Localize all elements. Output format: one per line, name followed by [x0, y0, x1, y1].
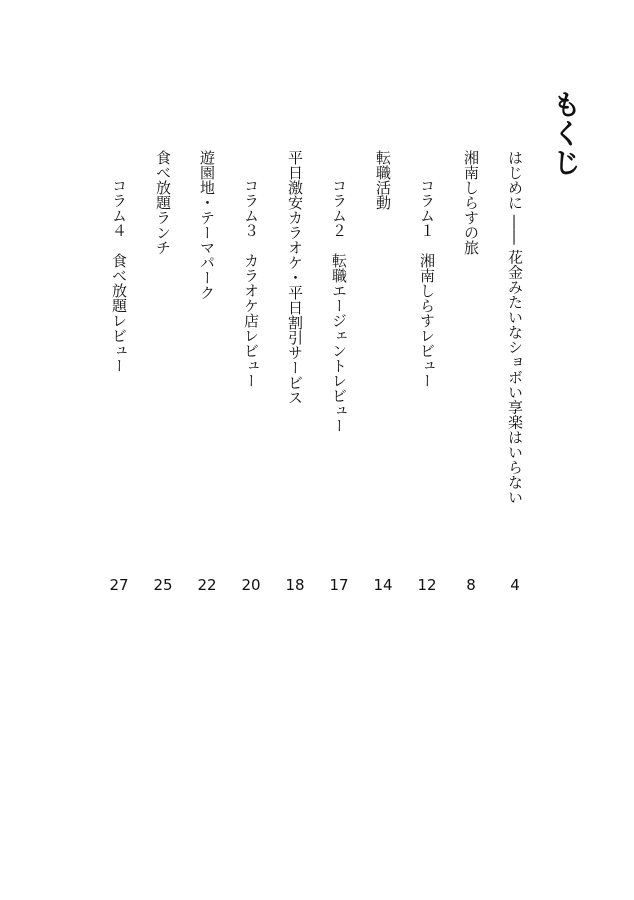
toc-entry-label: コラム３ カラオケ店レビュー: [242, 178, 260, 388]
toc-entry-page: 8: [466, 576, 476, 594]
toc-entry-label: 湘南しらすの旅: [462, 150, 480, 255]
toc-entry-page: 14: [373, 576, 393, 594]
toc-title: もくじ: [549, 90, 582, 177]
toc-entry-page: 22: [197, 576, 217, 594]
toc-entry-page: 18: [285, 576, 305, 594]
toc-entry-label: 食べ放題ランチ: [154, 150, 172, 255]
toc-entry-page: 27: [109, 576, 129, 594]
toc-entry-label: コラム４ 食べ放題レビュー: [110, 178, 128, 373]
toc-entry-label: はじめに ―― 花金みたいなショボい享楽はいらない: [506, 150, 524, 505]
toc-entry-page: 25: [153, 576, 173, 594]
toc-entry-label: コラム１ 湘南しらすレビュー: [418, 178, 436, 388]
toc-entry-label: コラム２ 転職エージェントレビュー: [330, 178, 348, 433]
toc-entry-label: 平日激安カラオケ・平日割引サービス: [286, 150, 304, 405]
toc-entry-page: 4: [510, 576, 520, 594]
toc-entry-label: 転職活動: [374, 150, 392, 210]
toc-entry-page: 17: [329, 576, 349, 594]
toc-entry-page: 20: [241, 576, 261, 594]
toc-entry-label: 遊園地・テーマパーク: [198, 150, 216, 300]
toc-entry-page: 12: [417, 576, 437, 594]
